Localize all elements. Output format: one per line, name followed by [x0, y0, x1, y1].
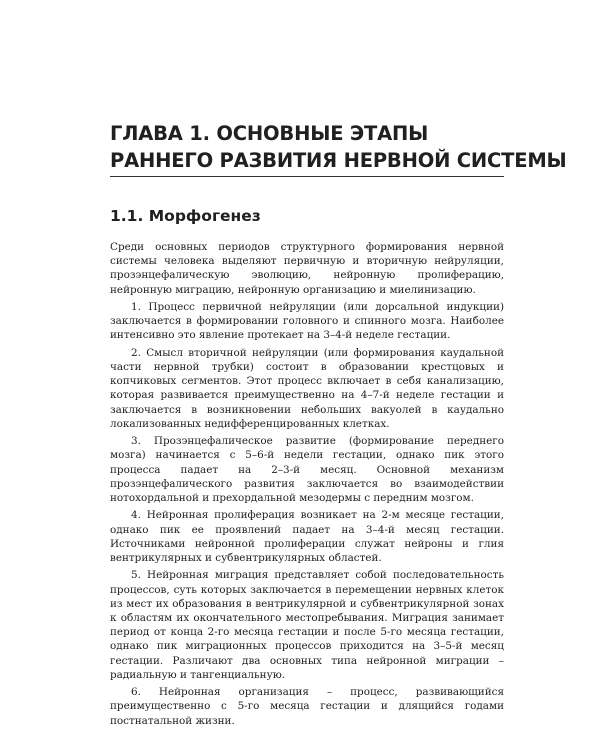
chapter-title-line-1: ГЛАВА 1. ОСНОВНЫЕ ЭТАПЫ [110, 122, 429, 145]
paragraph-1: 1. Процесс первичной нейруляции (или дорсальной индукции) заключается в формировании головного и спинного мозга. Наиболее интенсивно это явление протекает на 3–4-й неделе гестации. [110, 301, 504, 342]
paragraph-5: 5. Нейронная миграция представляет собой последовательность процессов, суть которых заключается в перемещении нервных клеток из мест их образования в вентрикулярной и субвентрикулярной зонах к областям их окончательного местопребывания. Миграция занимает период от конца 2-го месяца гестации и после 5-го месяца гестации, однако пик миграционных процессов приходится на 3–5-й месяц гестации. Различают два основных типа нейронной миграции – радиальную и тангенциальную. [110, 569, 504, 681]
section-title: 1.1. Морфогенез [110, 207, 261, 225]
body-text [110, 240, 504, 731]
paragraph-2: 2. Смысл вторичной нейруляции (или формирования каудальной части нервной трубки) состоит в образовании крестцовых и копчиковых сегментов. Этот процесс включает в себя канализацию, которая развивается преимущественно на 4–7-й неделе гестации и заключается в возникновении небольших вакуолей в каудально локализованных недифференцированных клетках. [110, 346, 504, 430]
paragraph-3: 3. Прозэнцефалическое развитие (формирование переднего мозга) начинается с 5–6-й недели гестации, однако пик этого процесса падает на 2–3-й месяц. Основной механизм прозэнцефалического развития заключается во взаимодействии нотохордальной и прехордальной мезодермы с передним мозгом. [110, 435, 504, 505]
chapter-title-line-2: РАННЕГО РАЗВИТИЯ НЕРВНОЙ СИСТЕМЫ [110, 149, 567, 172]
chapter-divider [110, 176, 504, 177]
paragraph-4: 4. Нейронная пролиферация возникает на 2-м месяце гестации, однако пик ее проявлений падает на 3–4-й месяц гестации. Источниками нейронной пролиферации служат нейроны и глия вентрикулярных и субвентрикулярных областей. [110, 509, 504, 565]
chapter-title [110, 120, 567, 174]
paragraph-intro: Среди основных периодов структурного формирования нервной системы человека выделяют первичную и вторичную нейруляции, прозэнцефалическую эволюцию, нейронную пролиферацию, нейронную миграцию, нейронную организацию и миелинизацию. [110, 241, 504, 296]
paragraph-6: 6. Нейронная организация – процесс, развивающийся преимущественно с 5-го месяца гестации и длящийся годами постнатальной жизни. [110, 686, 504, 727]
